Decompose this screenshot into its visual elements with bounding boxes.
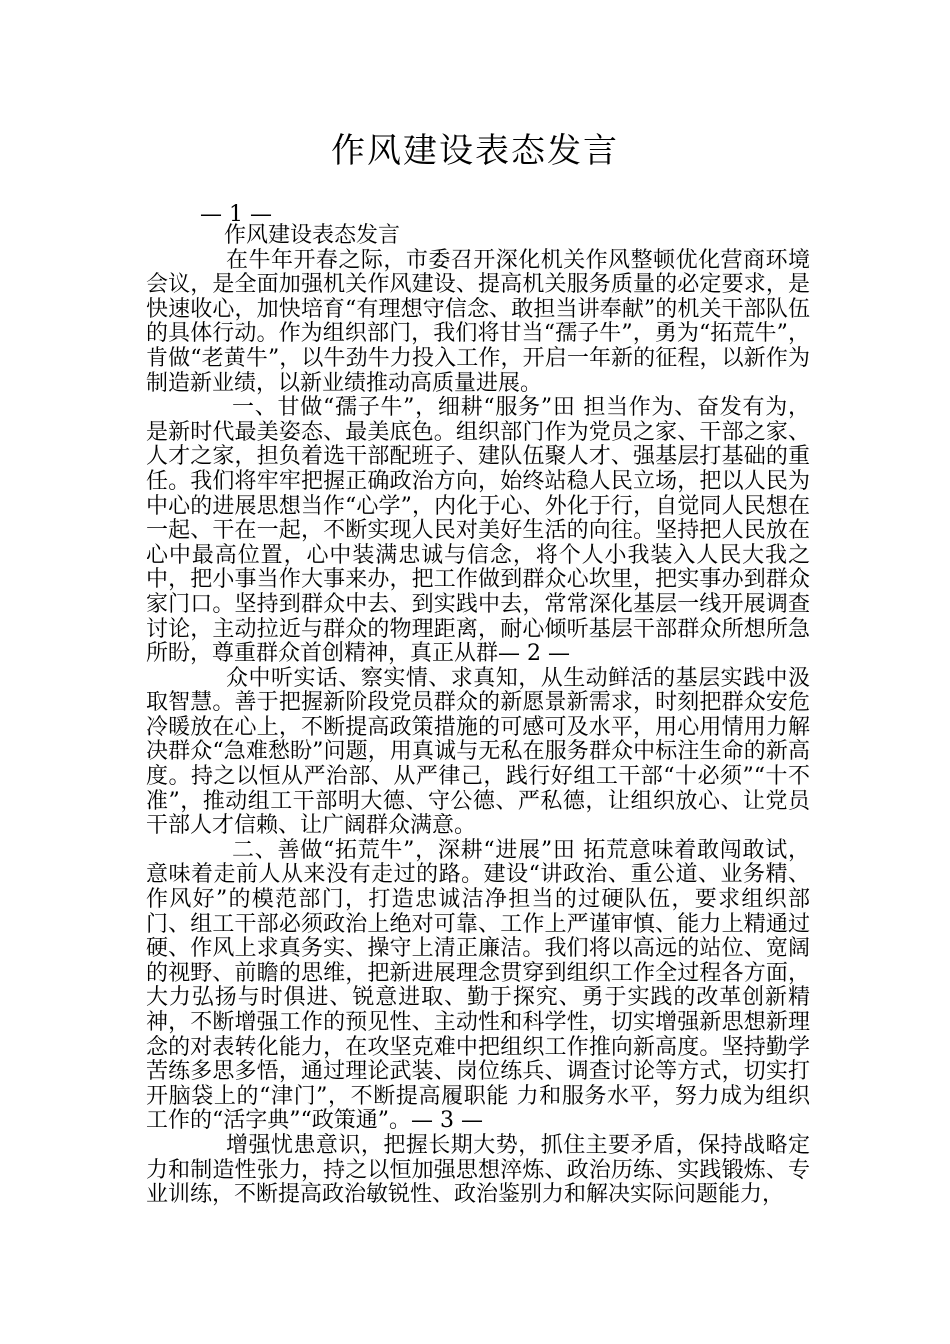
document-subtitle: 作风建设表态发言 <box>224 223 401 248</box>
document-body <box>146 224 810 1208</box>
paragraph: 众中听实话、察实情、求真知，从生动鲜活的基层实践中汲取智慧。善于把握新阶段党员群众的新愿景新需求，时刻把群众安危冷暖放在心上，不断提高政策措施的可感可及水平，用心用情用力解决群众“急难愁盼”问题，用真诚与无私在服务群众中标注生命的新高度。持之以恒从严治部、从严律己，践行好组工干部“十必须”“十不准”，推动组工干部明大德、守公德、严私德，让组织放心、让党员干部人才信赖、让广阔群众满意。 <box>146 665 810 839</box>
paragraph: 增强忧患意识，把握长期大势，抓住主要矛盾，保持战略定力和制造性张力，持之以恒加强思想淬炼、政治历练、实践锻炼、专业训练，不断提高政治敏锐性、政治鉴别力和解决实际问题能力， <box>146 1132 810 1208</box>
paragraph: 二、善做“拓荒牛”，深耕“进展”田 拓荒意味着敢闯敢试，意味着走前人从来没有走过的路。建设“讲政治、重公道、业务精、作风好”的模范部门，打造忠诚洁净担当的过硬队伍，要求组织部门、组工干部必须政治上绝对可靠、工作上严谨审慎、能力上精通过硬、作风上求真务实、操守上清正廉洁。我们将以高远的站位、宽阔的视野、前瞻的思维，把新进展理念贯穿到组织工作全过程各方面，大力弘扬与时俱进、锐意进取、勤于探究、勇于实践的改革创新精神，不断增强工作的预见性、主动性和科学性，切实增强新思想新理念的对表转化能力，在攻坚克难中把组织工作推向新高度。坚持勤学苦练多思多悟，通过理论武装、岗位练兵、调查讨论等方式，切实打开脑袋上的“津门”，不断提高履职能 力和服务水平，努力成为组织工作的“活字典”“政策通”。— 3 — <box>146 837 810 1134</box>
page-marker: — 1 — <box>200 202 272 227</box>
document-title: 作风建设表态发言 <box>331 131 619 171</box>
paragraph: 一、甘做“孺子牛”，细耕“服务”田 担当作为、奋发有为，是新时代最美姿态、最美底色。组织部门作为党员之家、干部之家、人才之家，担负着选干部配班子、建队伍聚人才、强基层打基础的重任。我们将牢牢把握正确政治方向，始终站稳人民立场，把以人民为中心的进展思想当作“心学”，内化于心、外化于行，自觉同人民想在一起、干在一起，不断实现人民对美好生活的向往。坚持把人民放在心中最高位置，心中装满忠诚与信念，将个人小我装入人民大我之中，把小事当作大事来办，把工作做到群众心坎里，把实事办到群众家门口。坚持到群众中去、到实践中去，常常深化基层一线开展调查讨论，主动拉近与群众的物理距离，耐心倾听基层干部群众所想所急所盼，尊重群众首创精神，真正从群— 2 — <box>146 395 810 667</box>
paragraph: 在牛年开春之际，市委召开深化机关作风整顿优化营商环境会议，是全面加强机关作风建设、提高机关服务质量的必定要求，是快速收心，加快培育“有理想守信念、敢担当讲奉献”的机关干部队伍的具体行动。作为组织部门，我们将甘当“孺子牛”，勇为“拓荒牛”，肯做“老黄牛”，以牛劲牛力投入工作，开启一年新的征程，以新作为制造新业绩，以新业绩推动高质量进展。 <box>146 247 810 396</box>
